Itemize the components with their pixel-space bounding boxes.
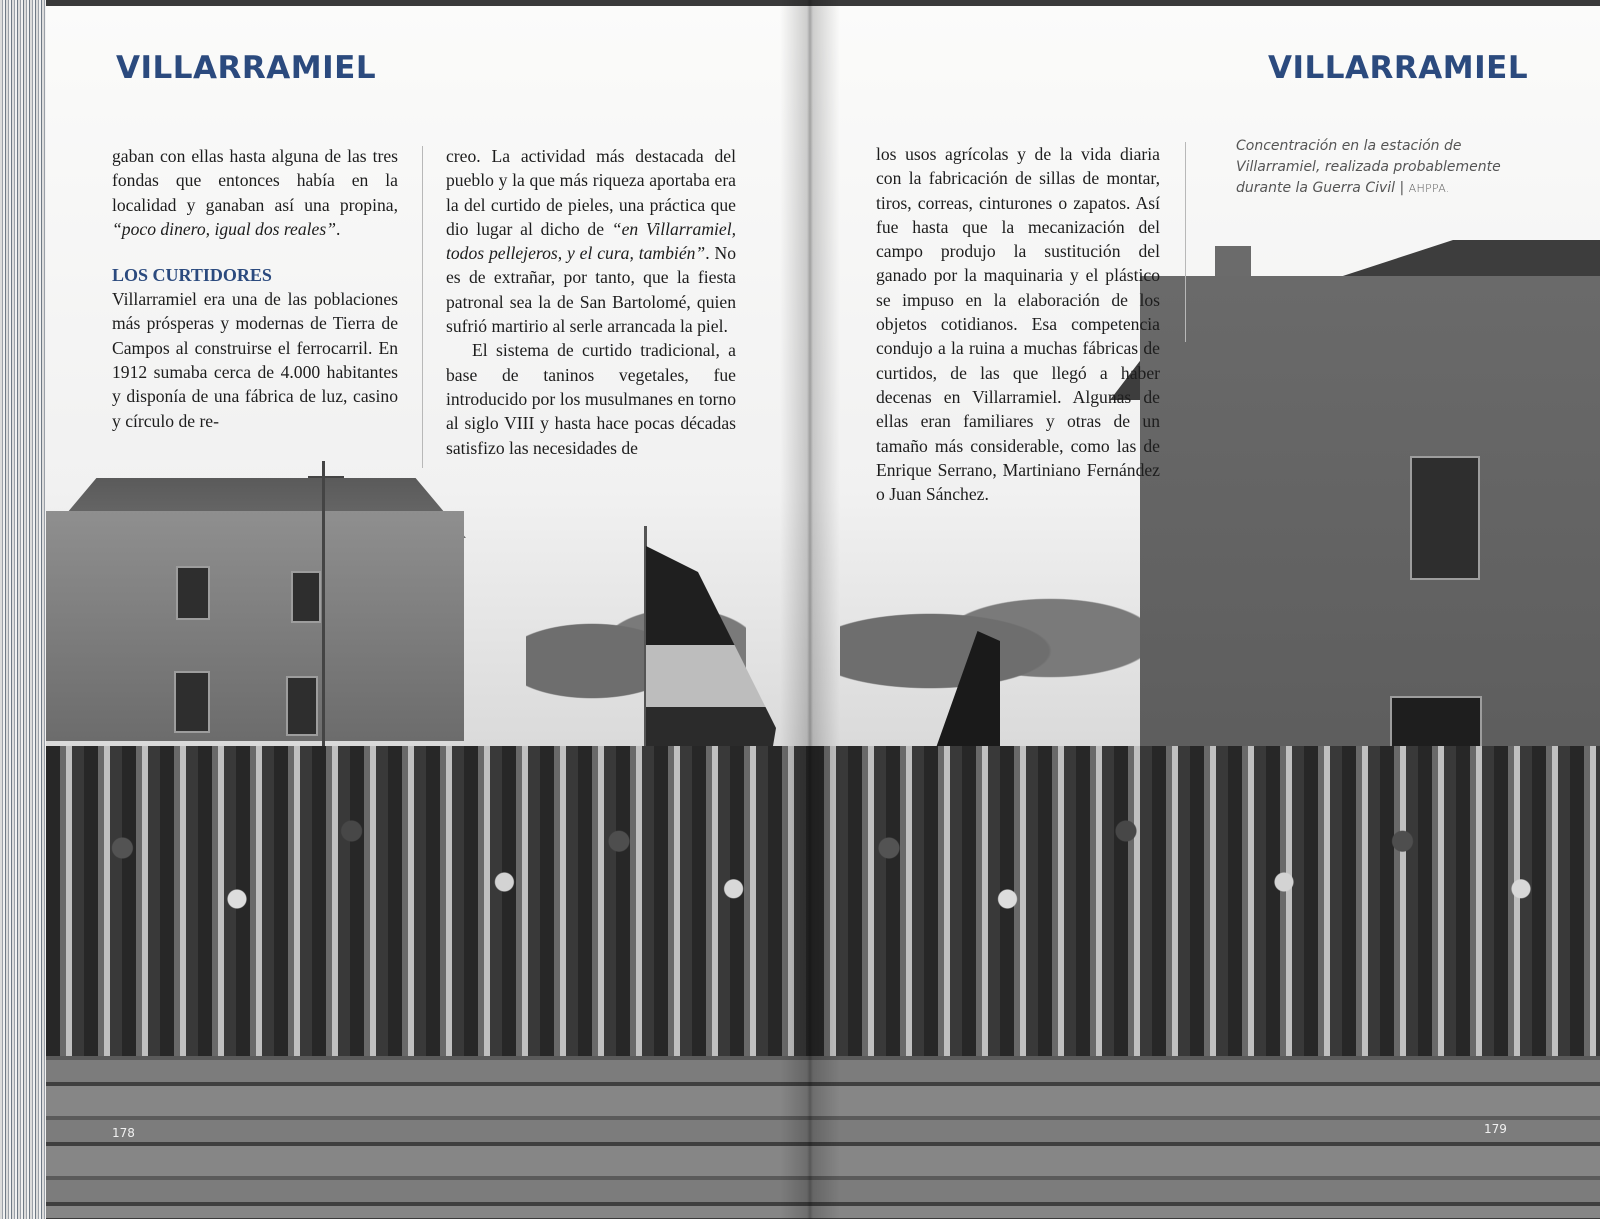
paragraph: El sistema de curtido tradicional, a base de taninos vegetales, fue introducido por los musulmanes en torno al siglo VIII y hasta hace pocas décadas satisfizo las necesidades de [446, 340, 736, 458]
page-number-left: 178 [112, 1126, 135, 1140]
paragraph: los usos agrícolas y de la vida diaria con la fabricación de sillas de montar, tiros, correas, cinturones o zapatos. Así fue hasta que la mecanización del campo produjo la sustitución del ganado por la maquinaria y el plástico se impuso en la elaboración de los objetos cotidianos. Esa competencia condujo a la ruina a muchas fábricas de curtidos, de las que llegó a haber decenas en Villarramiel. Algunas de ellas eran familiares y otras de un tamaño más considerable, como las de Enrique Serrano, Martiniano Fernández o Juan Sánchez. [876, 144, 1160, 505]
section-subhead: LOS CURTIDORES [112, 265, 272, 286]
page-number-right: 179 [1484, 1122, 1507, 1136]
paragraph: creo. La actividad más destacada del pueblo y la que más riqueza aportaba era la del curtido de pieles, una práctica que dio lugar al dicho de “en Villarramiel, todos pellejeros, y el cura, también”. No es de extrañar, por tanto, que la fiesta patronal sea la de San Bartolomé, quien sufrió martirio al serle arrancada la piel. [446, 146, 737, 337]
right-page [810, 6, 1600, 1218]
column-rule [422, 146, 423, 468]
running-head-left: VILLARRAMIEL [116, 50, 377, 86]
photo-caption: Concentración en la estación de Villarramiel, realizada probablemente durante la Guerra Civil | AHPPA. [1236, 138, 1501, 196]
column-rule [1185, 142, 1186, 342]
left-page [46, 6, 810, 1218]
right-column-1 [876, 142, 1160, 506]
paragraph: Villarramiel era una de las poblaciones más prósperas y modernas de Tierra de Campos al construirse el ferrocarril. En 1912 sumaba cerca de 4.000 habitantes y disponía de una fábrica de luz, casino y círculo de re- [112, 289, 398, 431]
page-edges [0, 0, 46, 1219]
paragraph: gaban con ellas hasta alguna de las tres fondas que entonces había en la localidad y ganaban así una propina, “poco dinero, igual dos reales”. [112, 146, 398, 239]
photo-credit: AHPPA. [1408, 182, 1450, 195]
running-head-right: VILLARRAMIEL [1268, 50, 1529, 86]
left-column-2 [446, 144, 736, 460]
left-column-1 [112, 144, 398, 433]
